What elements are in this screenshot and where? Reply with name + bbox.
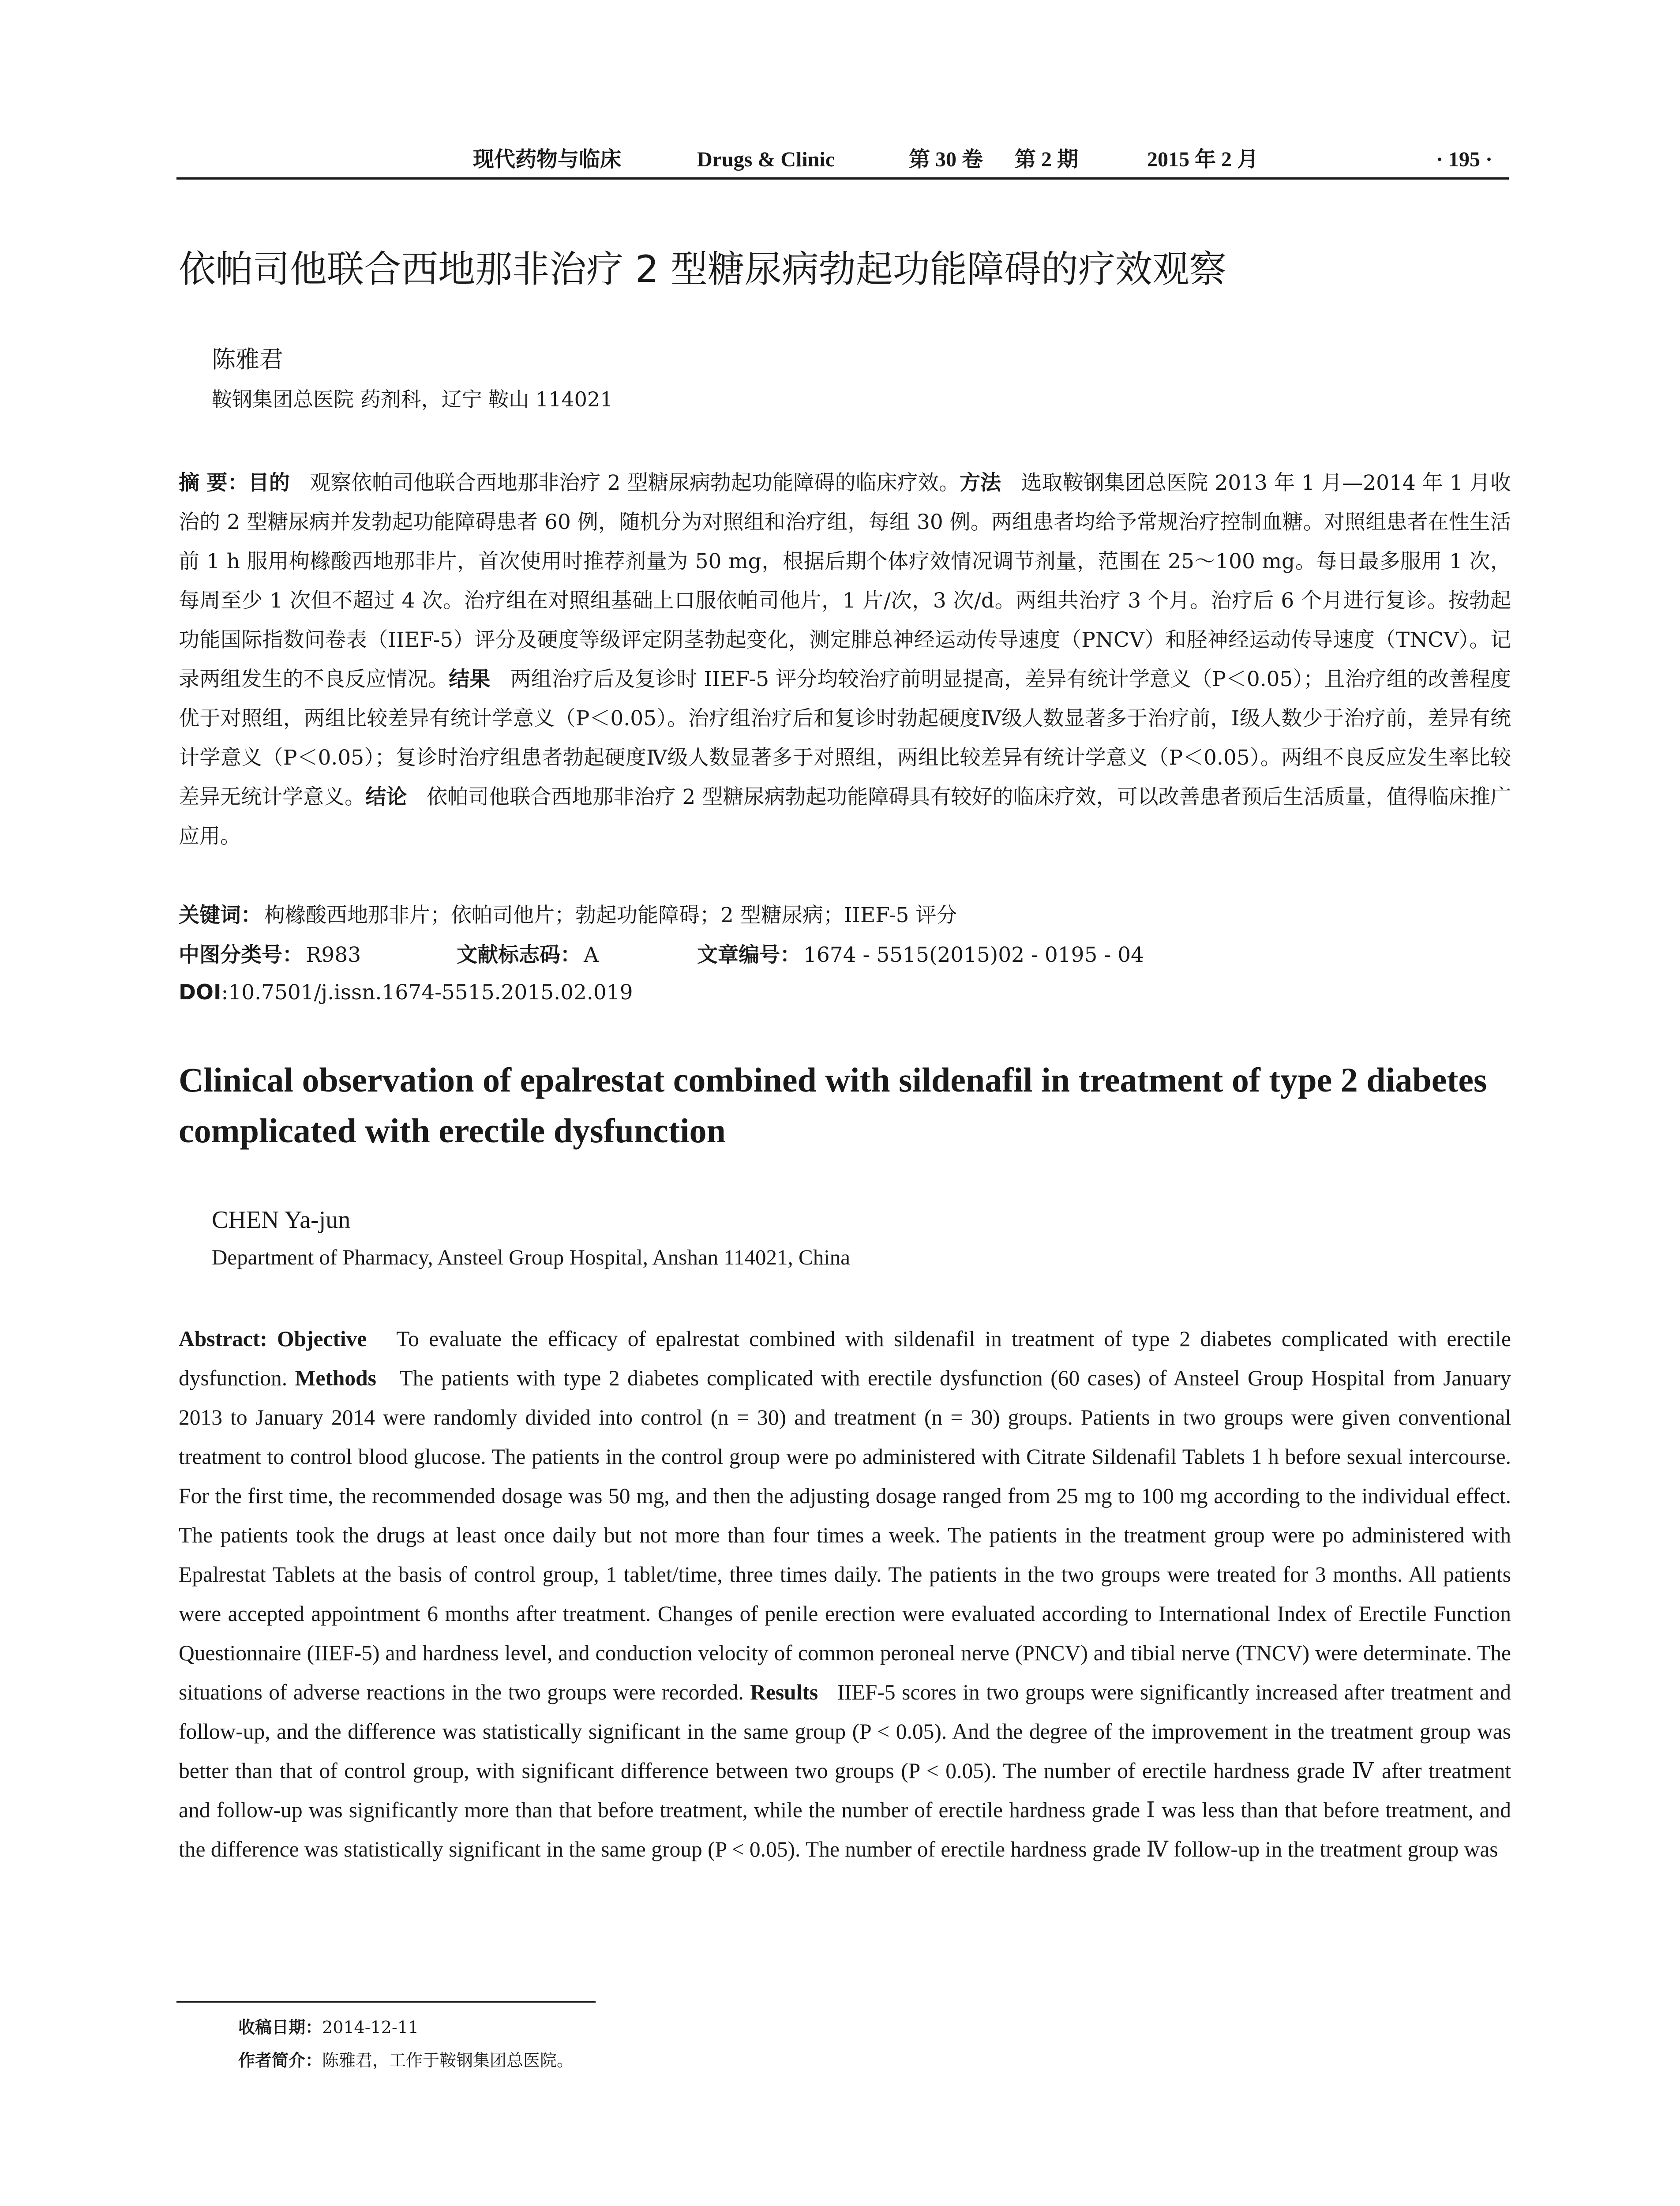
methods-text-cn: 选取鞍钢集团总医院 2013 年 1 月—2014 年 1 月收治的 2 型糖尿病并发勃起功能障碍患者 60 例，随机分为对照组和治疗组，每组 30 例。两组患者均给予常规治疗控制血糖。对照组患者在性生活前 1 h 服用枸橼酸西地那非片，首次使用时推荐剂量为 50 mg，根据后期个体疗效情况调节剂量，范围在 25～100 mg。每日最多服用 1 次，每周至少 1 次但不超过 4 次。治疗组在对照组基础上口服依帕司他片，1 片/次，3 次/d。两组共治疗 3 个月。治疗后 6 个月进行复诊。按勃起功能国际指数问卷表（IIEF-5）评分及硬度等级评定阴茎勃起变化，测定腓总神经运动传导速度（PNCV）和胫神经运动传导速度（TNCV）。记录两组发生的不良反应情况。 bbox=[179, 471, 1511, 691]
footnote-rule bbox=[176, 2001, 596, 2003]
page-number: · 195 · bbox=[1436, 148, 1493, 171]
received-value: 2014-12-11 bbox=[322, 2018, 419, 2037]
abstract-cn bbox=[179, 463, 1511, 856]
header-rule bbox=[176, 177, 1509, 180]
conclusion-text-cn: 依帕司他联合西地那非治疗 2 型糖尿病勃起功能障碍具有较好的临床疗效，可以改善患者预后生活质量，值得临床推广应用。 bbox=[179, 785, 1511, 848]
results-label-en: Results bbox=[750, 1680, 818, 1704]
received-label: 收稿日期： bbox=[238, 2018, 322, 2037]
objective-label-cn: 目的 bbox=[248, 471, 290, 495]
methods-text-en: The patients with type 2 diabetes complicated with erectile dysfunction (60 cases) of Ansteel Group Hospital from January 2013 to January 2014 were randomly divided into control (n = 30) and treatment (n = 30) groups. Patients in two groups were given conventional treatment to control blood glucose. The patients in the control group were po administered with Citrate Sildenafil Tablets 1 h before sexual intercourse. For the first time, the recommended dosage was 50 mg, and then the adjusting dosage ranged from 25 mg to 100 mg according to the individual effect. The patients took the drugs at least once daily but not more than four times a week. The patients in the treatment group were po administered with Epalrestat Tablets at the basis of control group, 1 tablet/time, three times daily. The patients in the two groups were treated for 3 months. All patients were accepted appointment 6 months after treatment. Changes of penile erection were evaluated according to International Index of Erectile Function Questionnaire (IIEF-5) and hardness level, and conduction velocity of common peroneal nerve (PNCV) and tibial nerve (TNCV) were determinate. The situations of adverse reactions in the two groups were recorded. bbox=[179, 1366, 1511, 1704]
objective-label-en: Objective bbox=[277, 1327, 367, 1351]
article-number-value: 1674 - 5515(2015)02 - 0195 - 04 bbox=[803, 943, 1144, 967]
results-label-cn: 结果 bbox=[449, 667, 491, 691]
author-cn: 陈雅君 bbox=[212, 345, 283, 373]
abstract-cn-label: 摘 要： bbox=[179, 471, 248, 495]
bio-value: 陈雅君，工作于鞍钢集团总医院。 bbox=[322, 2051, 574, 2070]
article-number-label: 文章编号： bbox=[697, 943, 801, 967]
bio-label: 作者简介： bbox=[238, 2051, 322, 2070]
keywords-text: 枸橼酸西地那非片；依帕司他片；勃起功能障碍；2 型糖尿病；IIEF-5 评分 bbox=[264, 903, 957, 927]
journal-name-cn: 现代药物与临床 bbox=[473, 148, 622, 171]
results-text-cn: 两组治疗后及复诊时 IIEF-5 评分均较治疗前明显提高，差异有统计学意义（P＜0.05）；且治疗组的改善程度优于对照组，两组比较差异有统计学意义（P＜0.05）。治疗组治疗后和复诊时勃起硬度Ⅳ级人数显著多于治疗前，Ⅰ级人数少于治疗前，差异有统计学意义（P＜0.05）；复诊时治疗组患者勃起硬度Ⅳ级人数显著多于对照组，两组比较差异有统计学意义（P＜0.05）。两组不良反应发生率比较差异无统计学意义。 bbox=[179, 667, 1511, 809]
keywords bbox=[179, 898, 957, 933]
conclusion-label-cn: 结论 bbox=[365, 785, 407, 809]
received-date bbox=[238, 2014, 419, 2041]
methods-label-en: Methods bbox=[295, 1366, 376, 1390]
doc-code-label: 文献标志码： bbox=[457, 943, 581, 967]
running-header bbox=[176, 142, 1509, 177]
doi bbox=[179, 975, 633, 1010]
issue-date: 2015 年 2 月 bbox=[1147, 148, 1259, 171]
clc-label: 中图分类号： bbox=[179, 943, 303, 967]
doc-code-value: A bbox=[584, 943, 599, 967]
author-en: CHEN Ya-jun bbox=[212, 1206, 351, 1234]
affiliation-cn: 鞍钢集团总医院 药剂科，辽宁 鞍山 114021 bbox=[212, 387, 613, 411]
objective-text-en: To evaluate the efficacy of epalrestat combined with sildenafil in treatment of type 2 diabetes complicated with erectile dysfunction. bbox=[179, 1327, 1511, 1390]
doi-value: :10.7501/j.issn.1674-5515.2015.02.019 bbox=[221, 980, 633, 1005]
abstract-en bbox=[179, 1319, 1511, 1869]
classification-line bbox=[179, 938, 1144, 973]
doi-label: DOI bbox=[179, 980, 221, 1005]
methods-label-cn: 方法 bbox=[960, 471, 1001, 495]
keywords-label: 关键词： bbox=[179, 903, 262, 927]
author-bio bbox=[238, 2047, 574, 2074]
affiliation-en: Department of Pharmacy, Ansteel Group Hospital, Anshan 114021, China bbox=[212, 1245, 851, 1269]
article-title-en: Clinical observation of epalrestat combined with sildenafil in treatment of type 2 diabetes complicated with erectile dysfunction bbox=[179, 1061, 1487, 1150]
results-text-en: IIEF-5 scores in two groups were significantly increased after treatment and follow-up, and the difference was statistically significant in the same group (P < 0.05). And the degree of the improvement in the treatment group was better than that of control group, with significant difference between two groups (P < 0.05). The number of erectile hardness grade Ⅳ after treatment and follow-up was significantly more than that before treatment, while the number of erectile hardness grade Ⅰ was less than that before treatment, and the difference was statistically significant in the same group (P < 0.05). The number of erectile hardness grade Ⅳ follow-up in the treatment group was bbox=[179, 1680, 1511, 1861]
journal-name-en: Drugs & Clinic bbox=[697, 148, 835, 171]
issue: 第 2 期 bbox=[1015, 148, 1079, 171]
volume: 第 30 卷 bbox=[909, 148, 983, 171]
abstract-en-label: Abstract: bbox=[179, 1327, 267, 1351]
article-title-cn: 依帕司他联合西地那非治疗 2 型糖尿病勃起功能障碍的疗效观察 bbox=[179, 248, 1226, 291]
clc-value: R983 bbox=[306, 943, 361, 967]
objective-text-cn: 观察依帕司他联合西地那非治疗 2 型糖尿病勃起功能障碍的临床疗效。 bbox=[310, 471, 960, 495]
